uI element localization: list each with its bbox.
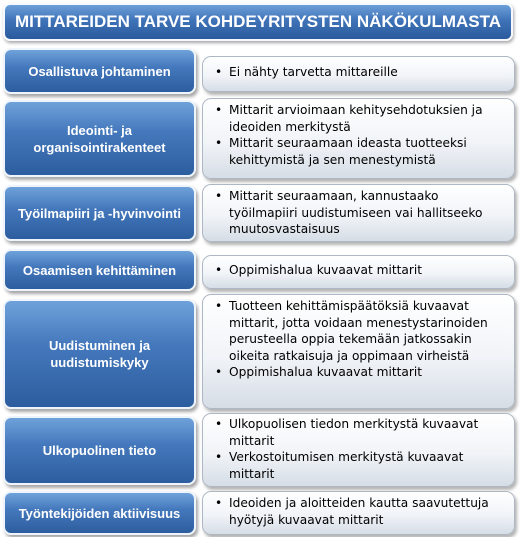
description-box [202, 56, 515, 92]
category-box [3, 491, 196, 535]
diagram-title-text: MITTAREIDEN TARVE KOHDEYRITYSTEN NÄKÖKULMASTA [14, 12, 502, 31]
category-box [3, 48, 196, 94]
category-box [3, 185, 196, 241]
description-list [215, 64, 508, 81]
description-item: • Mittarit seuraamaan ideasta tuotteeksi kehittymistä ja sen menestymistä [215, 135, 508, 168]
category-label: Ulkopuolinen tieto [42, 443, 157, 458]
description-box [202, 491, 515, 535]
description-item: • Oppimishalua kuvaavat mittarit [215, 364, 508, 381]
description-box [202, 98, 515, 179]
category-box [3, 249, 196, 291]
description-list [215, 102, 508, 168]
category-box [3, 100, 196, 177]
category-label: Työntekijöiden aktiivisuus [18, 505, 181, 521]
description-list [215, 298, 508, 381]
description-list [215, 495, 508, 528]
description-list [215, 188, 508, 238]
description-item: • Tuotteen kehittämispäätöksiä kuvaavat mittarit, jotta voidaan menestystarinoiden perusteella oppia tekemään jatkossakin oikeita ratkaisuja ja oppimaan virheistä [215, 298, 508, 364]
description-box [202, 413, 515, 487]
category-box [3, 299, 196, 409]
description-item: • Ulkopuolisen tiedon merkitystä kuvaavat mittarit [215, 416, 508, 449]
category-box [3, 416, 196, 485]
description-box [202, 294, 515, 409]
description-item: • Verkostoitumisen merkitystä kuvaavat mittarit [215, 449, 508, 482]
description-item: • Oppimishalua kuvaavat mittarit [215, 262, 508, 279]
category-label: Työilmapiiri ja -hyvinvointi [17, 205, 181, 221]
description-item: • Mittarit arvioimaan kehitysehdotuksien ja ideoiden merkitystä [215, 102, 508, 135]
description-list [215, 416, 508, 482]
category-label: Osaamisen kehittäminen [22, 262, 177, 278]
category-label: Osallistuva johtaminen [28, 63, 171, 79]
category-label: Ideointi- ja organisointirakenteet [33, 122, 166, 155]
description-item: • Ideoiden ja aloitteiden kautta saavutettuja hyötyjä kuvaavat mittarit [215, 495, 508, 528]
diagram-title [3, 3, 513, 41]
description-item: • Ei nähty tarvetta mittareille [215, 64, 508, 81]
description-list [215, 262, 508, 279]
description-box [202, 184, 515, 242]
description-item: • Mittarit seuraamaan, kannustaako työilmapiiri uudistumiseen vai hallitseeko muutosvastaisuus [215, 188, 508, 238]
description-box [202, 255, 515, 289]
category-label: Uudistuminen ja uudistumiskyky [48, 338, 151, 370]
